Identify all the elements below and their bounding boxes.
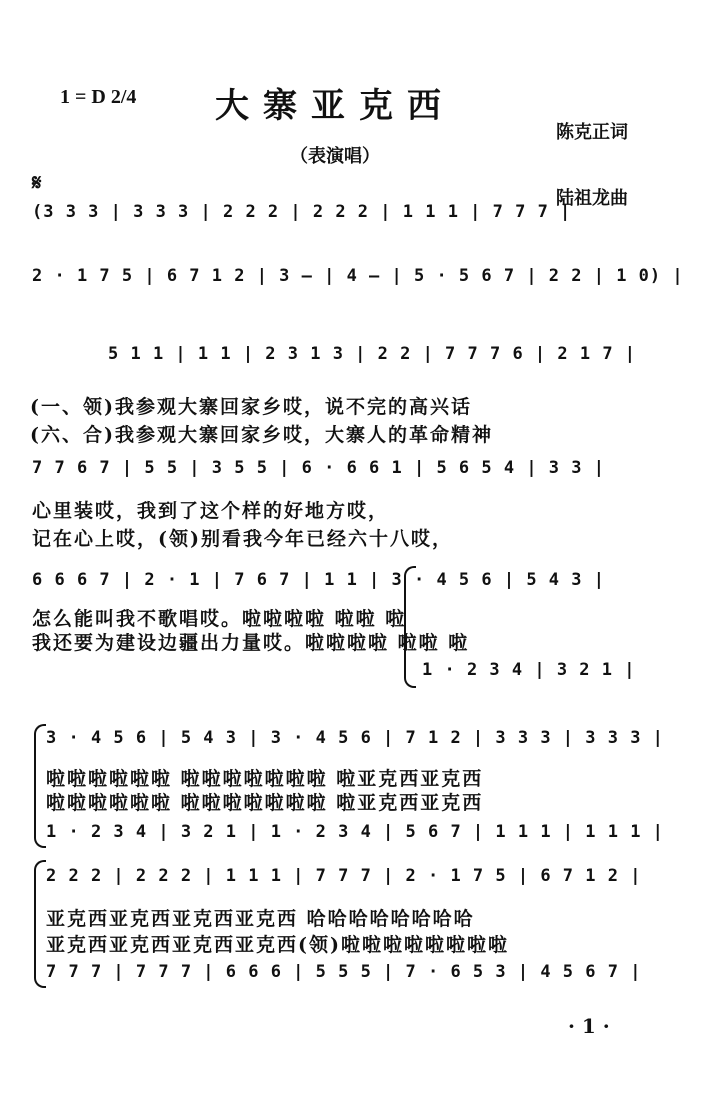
notes-system-6-lower: 1 · 2 3 4 | 3 2 1 | 1 · 2 3 4 | 5 6 7 | 1 1 1 | 1 1 1 | xyxy=(46,822,664,842)
lyric-system-6-line2: 啦啦啦啦啦啦 啦啦啦啦啦啦啦 啦亚克西亚克西 xyxy=(46,792,484,814)
lyric-verse1-line1: (一、领)我参观大寨回家乡哎，说不完的高兴话 xyxy=(30,396,472,418)
notes-system-2: 2 · 1 7 5 | 6 7 1 2 | 3 — | 4 — | 5 · 5 6 7 | 2 2 | 1 0) | xyxy=(32,266,684,286)
lyric-system-6-line1: 啦啦啦啦啦啦 啦啦啦啦啦啦啦 啦亚克西亚克西 xyxy=(46,768,484,790)
lyric-verse1-line2: 心里装哎，我到了这个样的好地方哎， xyxy=(32,500,390,522)
lyricist: 陈克正词 xyxy=(556,122,628,143)
part-brace xyxy=(34,860,46,988)
subtitle: （表演唱） xyxy=(290,146,380,167)
lyric-verse6-line1: (六、合)我参观大寨回家乡哎，大寨人的革命精神 xyxy=(30,424,493,446)
notes-system-3: 5 1 1 | 1 1 | 2 3 1 3 | 2 2 | 7 7 7 6 | 2 1 7 | xyxy=(108,344,637,364)
lyric-system-7-line2: 亚克西亚克西亚克西亚克西(领)啦啦啦啦啦啦啦啦 xyxy=(46,934,509,956)
lyric-verse6-line2: 记在心上哎，(领)别看我今年已经六十八哎， xyxy=(32,528,453,550)
lyric-verse1-line3: 怎么能叫我不歌唱哎。啦啦啦啦 啦啦 啦 xyxy=(32,608,407,630)
notes-system-1: (3 3 3 | 3 3 3 | 2 2 2 | 2 2 2 | 1 1 1 | 7 7 7 | xyxy=(32,202,572,222)
key-signature: 1 = D 2/4 xyxy=(60,86,137,108)
page-number: · 1 · xyxy=(568,1014,610,1038)
song-title: 大寨亚克西 xyxy=(215,86,455,126)
notes-system-7-upper: 2 2 2 | 2 2 2 | 1 1 1 | 7 7 7 | 2 · 1 7 5 | 6 7 1 2 | xyxy=(46,866,642,886)
notes-system-5-lower: 1 · 2 3 4 | 3 2 1 | xyxy=(422,660,636,680)
lyric-verse6-line3: 我还要为建设边疆出力量哎。啦啦啦啦 啦啦 啦 xyxy=(32,632,470,654)
notes-system-7-lower: 7 7 7 | 7 7 7 | 6 6 6 | 5 5 5 | 7 · 6 5 3 | 4 5 6 7 | xyxy=(46,962,642,982)
part-brace xyxy=(34,724,46,848)
lyric-system-7-line1: 亚克西亚克西亚克西亚克西 哈哈哈哈哈哈哈哈 xyxy=(46,908,475,930)
notes-system-6-upper: 3 · 4 5 6 | 5 4 3 | 3 · 4 5 6 | 7 1 2 | 3 3 3 | 3 3 3 | xyxy=(46,728,664,748)
notes-system-5: 6 6 6 7 | 2 · 1 | 7 6 7 | 1 1 | 3 · 4 5 6 | 5 4 3 | xyxy=(32,570,605,590)
notes-system-4: 7 7 6 7 | 5 5 | 3 5 5 | 6 · 6 6 1 | 5 6 5 4 | 3 3 | xyxy=(32,458,605,478)
segno-icon: 𝄋 xyxy=(32,170,42,196)
composer: 陆祖龙曲 xyxy=(556,188,628,209)
